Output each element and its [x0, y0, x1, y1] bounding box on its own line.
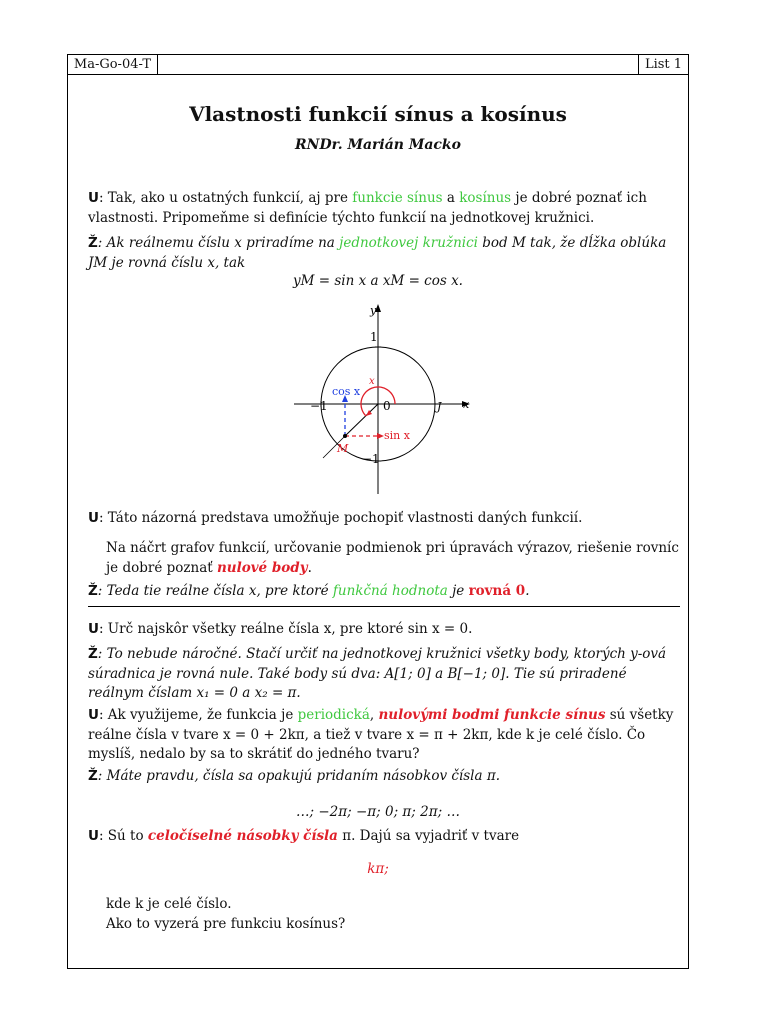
- text-segment: : Táto názorná predstava umožňuje pochopiť vlastnosti daných funkcií.: [98, 510, 583, 526]
- text-segment: : Urč najskôr všetky reálne čísla x, pre ktoré sin x = 0.: [98, 621, 473, 637]
- y-axis-label: y: [370, 304, 377, 317]
- speaker-teacher: U: [88, 707, 99, 723]
- paragraph-function-value: [88, 582, 682, 602]
- text-segment: sú všetky reálne čísla v tvare x = 0 + 2kπ, a tiež v tvare x = π + 2kπ, kde k je celé číslo. Čo myslíš, nedalo by sa to skrátiť do jedného tvaru?: [88, 707, 674, 762]
- highlight-sine-zeros: nulovými bodmi funkcie sínus: [378, 707, 606, 723]
- text-segment: : Sú to: [98, 828, 148, 844]
- text-segment: : To nebude náročné. Stačí určiť na jednotkovej kružnici všetky body, ktorých y-ová súradnica je rovná nule. Také body sú dva: A[1; 0] a B[−1; 0]. Tie sú priradené reálnym číslam x₁ = 0 a x₂ = π.: [88, 646, 667, 701]
- paragraph-integer-multiples: [88, 827, 682, 847]
- document-author: RNDr. Marián Macko: [295, 137, 461, 153]
- label-sin: sin x: [384, 429, 410, 442]
- paragraph-idea: [88, 509, 682, 529]
- text-segment: a: [442, 190, 460, 206]
- document-code: Ma-Go-04-T: [67, 54, 158, 75]
- paragraph-definition: [88, 234, 682, 273]
- paragraph-periodic: [88, 706, 682, 765]
- speaker-student: Ž: [88, 235, 98, 251]
- text-segment: : Teda tie reálne čísla x, pre ktoré: [97, 583, 333, 599]
- paragraph-answer: [88, 645, 682, 704]
- paragraph-question-cosine: Ako to vyzerá pre funkciu kosínus?: [106, 916, 346, 932]
- highlight-unit-circle: jednotkovej kružnici: [339, 235, 478, 251]
- label-zero: 0: [383, 399, 391, 413]
- speaker-student: Ž: [88, 768, 98, 784]
- paragraph-k-integer: kde k je celé číslo.: [106, 896, 232, 912]
- paragraph-zeros: [106, 539, 682, 578]
- label-j: J: [437, 400, 442, 413]
- speaker-student: Ž: [88, 646, 98, 662]
- speaker-teacher: U: [88, 510, 99, 526]
- paragraph-task: [88, 620, 682, 640]
- text-segment: .: [525, 583, 530, 599]
- speaker-student: Ž: [88, 583, 98, 599]
- text-segment: π. Dajú sa vyjadriť v tvare: [337, 828, 520, 844]
- label-cos: cos x: [332, 385, 361, 398]
- highlight-sine: funkcie sínus: [352, 190, 443, 206]
- highlight-integer-multiples: celočíselné násobky čísla: [147, 828, 338, 844]
- formula-definition: yM = sin x a xM = cos x.: [293, 273, 463, 289]
- formula-k-pi: kπ;: [367, 861, 389, 877]
- highlight-zero-points: nulové body: [216, 559, 308, 576]
- text-segment: : Ak využijeme, že funkcia je: [98, 707, 298, 723]
- sin-arrow: [377, 433, 384, 439]
- highlight-function-value: funkčná hodnota: [332, 583, 448, 599]
- label-minus-one-bottom: −1: [362, 452, 380, 466]
- label-angle: x: [369, 376, 375, 387]
- x-axis-label: x: [463, 398, 470, 411]
- highlight-cosine: kosínus: [459, 190, 512, 206]
- paragraph-multiples: [88, 767, 682, 787]
- text-segment: ,: [369, 707, 379, 723]
- text-segment: .: [307, 559, 312, 576]
- text-segment: : Máte pravdu, čísla sa opakujú pridaním násobkov čísla π.: [97, 768, 501, 784]
- formula-sequence: …; −2π; −π; 0; π; 2π; …: [296, 804, 460, 820]
- label-m: M: [337, 442, 349, 455]
- header-divider: [67, 74, 689, 75]
- text-segment: je: [447, 583, 469, 599]
- speaker-teacher: U: [88, 828, 99, 844]
- label-one-top: 1: [370, 330, 378, 344]
- sheet-number: List 1: [638, 54, 689, 75]
- highlight-equal-zero: rovná 0: [468, 583, 526, 599]
- point-m: [343, 434, 347, 438]
- speaker-teacher: U: [88, 190, 99, 206]
- text-segment: : Tak, ako u ostatných funkcií, aj pre: [98, 190, 353, 206]
- text-segment: Na náčrt grafov funkcií, určovanie podmienok pri úpravách výrazov, riešenie rovníc je dobré poznať: [106, 540, 679, 576]
- text-segment: bod M tak, že dĺžka oblúka JM je rovná číslu x, tak: [88, 235, 667, 271]
- highlight-periodic: periodická: [297, 707, 370, 723]
- paragraph-intro: [88, 189, 682, 228]
- section-divider: [88, 606, 680, 607]
- unit-circle-diagram: [290, 298, 480, 496]
- document-title: Vlastnosti funkcií sínus a kosínus: [189, 102, 567, 126]
- text-segment: je dobré poznať ich vlastnosti. Pripomeňme si definície týchto funkcií na jednotkovej kružnici.: [88, 190, 647, 226]
- text-segment: : Ak reálnemu číslu x priradíme na: [97, 235, 340, 251]
- label-minus-one-left: −1: [310, 399, 328, 413]
- speaker-teacher: U: [88, 621, 99, 637]
